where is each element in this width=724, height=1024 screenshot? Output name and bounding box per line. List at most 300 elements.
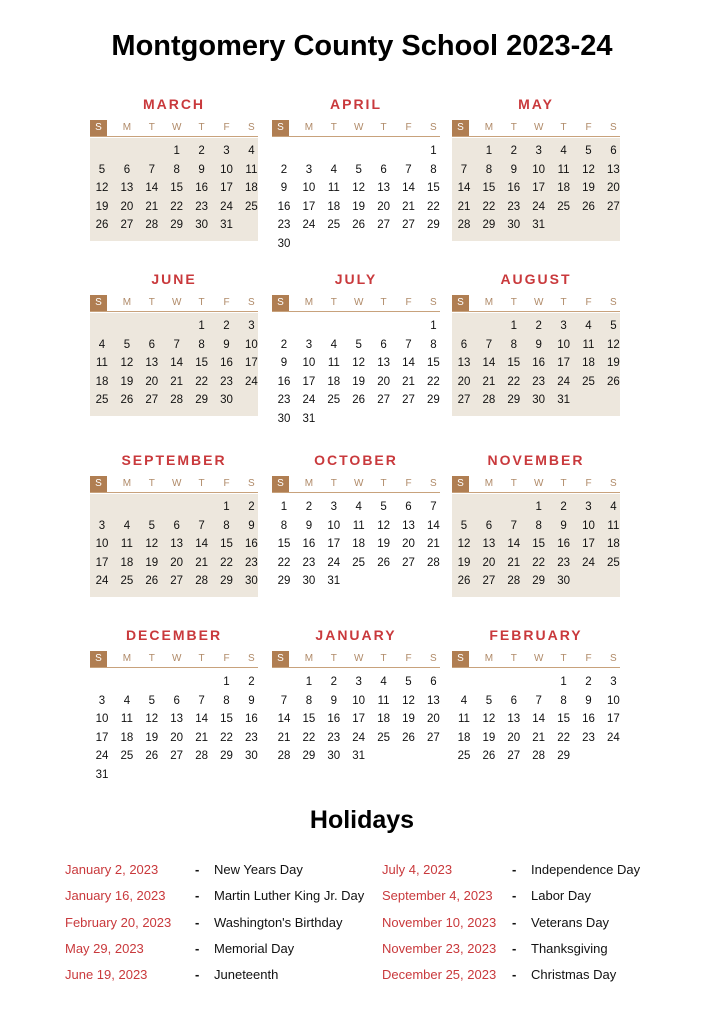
day-cell: 27 [402,556,415,569]
day-cell: 9 [198,163,205,176]
day-cell: 11 [96,357,108,370]
day-cell: 25 [457,750,471,763]
day-cell: 28 [195,750,208,763]
day-cell: 10 [220,163,233,176]
weekday-label: T [148,122,155,133]
weekday-label: S [610,478,617,489]
day-cell: 25 [327,394,341,407]
day-cell: 6 [173,519,180,532]
holiday-date: June 19, 2023 [65,967,148,983]
day-cell: 13 [426,694,440,707]
day-cell: 28 [145,219,159,232]
month-days [90,494,258,597]
weekday-header [452,120,620,137]
day-cell: 29 [220,575,233,588]
day-cell: 15 [302,713,316,726]
day-cell: 20 [120,200,134,213]
day-cell: 9 [510,163,517,176]
day-cell: 27 [606,200,620,213]
day-cell: 4 [610,501,617,513]
holiday-date: September 4, 2023 [382,888,493,904]
day-cell: 27 [402,219,415,232]
weekday-label: F [405,122,412,133]
weekday-label: M [122,122,132,133]
weekday-header [272,120,440,137]
day-cell: 2 [585,676,592,688]
day-cell: 7 [460,163,468,176]
holiday-row [65,886,365,906]
day-cell: 1 [223,676,230,688]
day-cell: 9 [585,694,592,707]
day-cell: 2 [510,145,517,157]
weekday-label: T [560,297,567,308]
weekday-header [272,651,440,668]
weekday-label: S [272,476,289,492]
holiday-name: Washington's Birthday [214,914,343,930]
day-cell: 15 [426,182,440,195]
day-cell: 23 [532,375,546,388]
day-cell: 24 [532,200,546,213]
day-cell: 30 [532,394,546,407]
day-cell: 26 [145,750,159,763]
day-cell: 30 [244,750,258,763]
day-cell: 17 [327,538,341,551]
holiday-separator: - [195,967,200,983]
day-cell: 20 [482,556,496,569]
weekday-label: S [430,297,437,308]
weekday-label: S [90,651,107,667]
day-cell: 12 [95,182,109,195]
day-cell: 29 [220,750,233,763]
day-cell: 10 [327,519,341,532]
day-cell: 6 [148,338,155,351]
weekday-label: W [353,297,364,308]
weekday-label: T [148,478,155,489]
weekday-label: F [585,122,592,133]
day-cell: 22 [170,200,184,213]
day-cell: 17 [95,556,109,569]
holidays-heading: Holidays [309,806,415,834]
day-cell: 2 [223,320,230,332]
day-cell: 23 [582,731,595,744]
day-cell: 27 [377,219,390,232]
weekday-label: W [353,478,364,489]
day-cell: 29 [277,575,291,588]
day-cell: 19 [145,731,159,744]
day-cell: 29 [507,394,521,407]
day-cell: 10 [302,357,316,370]
day-cell: 16 [582,713,595,726]
weekday-label: W [353,653,364,664]
day-cell: 12 [582,163,595,176]
holiday-date: February 20, 2023 [65,914,172,930]
day-cell: 15 [557,713,570,726]
day-cell: 13 [377,357,390,370]
day-cell: 27 [377,394,390,407]
day-cell: 7 [510,519,517,532]
day-cell: 25 [352,556,366,569]
day-cell: 4 [355,501,362,513]
day-cell: 22 [302,731,316,744]
weekday-label: T [330,122,337,133]
day-cell: 17 [302,200,316,213]
day-cell: 25 [120,575,134,588]
day-cell: 6 [485,519,493,532]
day-cell: 23 [302,556,316,569]
day-cell: 8 [280,519,288,532]
day-cell: 11 [245,163,258,176]
day-cell: 20 [377,375,390,388]
day-cell: 30 [327,750,341,763]
day-cell: 2 [560,501,567,513]
day-cell: 1 [280,501,288,513]
day-cell: 10 [352,694,366,707]
weekday-header [90,651,258,668]
weekday-label: W [533,122,544,133]
day-cell: 15 [426,357,440,370]
weekday-label: W [533,478,544,489]
day-cell: 12 [377,519,390,532]
day-cell: 14 [145,182,159,195]
weekday-label: F [585,478,592,489]
holiday-separator: - [195,888,200,904]
weekday-label: T [380,297,387,308]
day-cell: 2 [198,145,205,157]
day-cell: 6 [380,163,387,176]
day-cell: 17 [582,538,595,551]
day-cell: 10 [95,713,109,726]
day-cell: 16 [277,375,291,388]
day-cell: 28 [532,750,546,763]
weekday-label: T [198,122,205,133]
day-cell: 7 [430,501,437,513]
weekday-label: T [330,478,337,489]
weekday-header [90,295,258,312]
weekday-label: S [610,297,617,308]
day-cell: 20 [170,556,184,569]
month-days [90,669,258,787]
day-cell: 24 [327,556,341,569]
holiday-separator: - [512,967,517,983]
weekday-label: T [560,478,567,489]
month-days [272,669,440,768]
holiday-name: New Years Day [214,862,303,877]
day-cell: 14 [507,538,521,551]
day-cell: 10 [582,519,595,532]
weekday-label: M [484,653,494,664]
weekday-label: F [223,653,230,664]
day-cell: 19 [145,556,159,569]
day-cell: 8 [305,694,313,707]
day-cell: 22 [532,556,546,569]
day-cell: 4 [585,320,592,332]
day-cell: 26 [377,556,390,569]
day-cell: 26 [352,394,366,407]
holiday-separator: - [512,940,517,956]
day-cell: 6 [405,501,412,513]
day-cell: 14 [402,357,415,370]
day-cell: 27 [457,394,471,407]
day-cell: 15 [507,357,521,370]
day-cell: 3 [355,676,362,688]
day-cell: 30 [302,575,316,588]
day-cell: 17 [244,357,258,370]
holiday-row [382,939,682,959]
day-cell: 16 [327,713,341,726]
day-cell: 27 [170,575,184,588]
day-cell: 5 [610,320,617,332]
month-name: NOVEMBER [487,452,585,468]
day-cell: 3 [560,320,567,332]
weekday-label: F [585,653,592,664]
day-cell: 24 [582,556,595,569]
day-cell: 21 [277,731,291,744]
day-cell: 16 [532,357,546,370]
day-cell: 15 [532,538,546,551]
holiday-row [382,965,682,985]
day-cell: 15 [220,713,233,726]
day-cell: 7 [405,163,412,176]
day-cell: 21 [457,200,471,213]
month-name: JANUARY [315,627,397,643]
holiday-separator: - [195,940,200,956]
day-cell: 15 [277,538,291,551]
day-cell: 15 [220,538,233,551]
day-cell: 16 [244,713,258,726]
weekday-label: S [272,295,289,311]
day-cell: 16 [195,182,208,195]
day-cell: 13 [482,538,496,551]
weekday-label: W [533,653,544,664]
holiday-row [382,913,682,933]
weekday-label: S [248,653,255,664]
month-name: OCTOBER [314,452,398,468]
day-cell: 11 [458,713,470,726]
day-cell: 30 [244,575,258,588]
day-cell: 6 [460,338,468,351]
weekday-label: S [272,651,289,667]
day-cell: 4 [380,676,387,688]
day-cell: 13 [145,357,159,370]
day-cell: 31 [557,394,570,407]
day-cell: 21 [426,538,440,551]
day-cell: 1 [430,145,437,157]
day-cell: 20 [402,538,415,551]
month-name: JUNE [151,271,197,287]
day-cell: 24 [95,575,109,588]
day-cell: 5 [148,694,155,707]
holiday-separator: - [195,862,200,877]
day-cell: 12 [145,538,159,551]
day-cell: 26 [402,731,415,744]
day-cell: 9 [248,519,255,532]
day-cell: 30 [195,219,208,232]
day-cell: 11 [377,694,390,707]
day-cell: 16 [302,538,316,551]
day-cell: 3 [305,338,313,351]
day-cell: 26 [457,575,471,588]
weekday-label: F [223,297,230,308]
day-cell: 24 [606,731,620,744]
weekday-label: T [198,297,205,308]
day-cell: 26 [120,394,134,407]
day-cell: 9 [280,182,288,195]
month-name: AUGUST [500,271,572,287]
day-cell: 29 [532,575,546,588]
day-cell: 25 [120,750,134,763]
weekday-label: T [510,653,517,664]
day-cell: 29 [482,219,496,232]
day-cell: 25 [377,731,390,744]
day-cell: 24 [244,375,258,388]
holiday-row [382,860,682,880]
weekday-label: W [171,653,182,664]
day-cell: 10 [95,538,109,551]
day-cell: 14 [195,713,208,726]
day-cell: 4 [123,519,131,532]
day-cell: 18 [377,713,390,726]
day-cell: 7 [173,338,180,351]
day-cell: 7 [280,694,288,707]
month-name: SEPTEMBER [121,452,227,468]
day-cell: 13 [402,519,415,532]
day-cell: 25 [327,219,341,232]
day-cell: 11 [582,338,595,351]
day-cell: 22 [507,375,521,388]
day-cell: 20 [377,200,390,213]
day-cell: 5 [405,676,412,688]
day-cell: 3 [585,501,592,513]
day-cell: 8 [173,163,180,176]
weekday-label: S [452,651,469,667]
day-cell: 13 [170,538,184,551]
weekday-label: T [380,653,387,664]
day-cell: 10 [532,163,546,176]
day-cell: 1 [305,676,313,688]
day-cell: 3 [535,145,542,157]
day-cell: 28 [195,575,208,588]
day-cell: 29 [426,219,440,232]
day-cell: 3 [330,501,337,513]
weekday-label: T [148,653,155,664]
weekday-header [452,476,620,493]
day-cell: 17 [95,731,109,744]
day-cell: 17 [352,713,366,726]
day-cell: 1 [485,145,493,157]
day-cell: 22 [220,556,233,569]
weekday-label: M [484,122,494,133]
day-cell: 14 [402,182,415,195]
day-cell: 1 [510,320,517,332]
day-cell: 25 [95,394,109,407]
weekday-label: S [452,476,469,492]
day-cell: 30 [507,219,521,232]
day-cell: 24 [95,750,109,763]
day-cell: 24 [302,394,316,407]
day-cell: 17 [557,357,570,370]
day-cell: 14 [170,357,184,370]
day-cell: 21 [532,731,546,744]
weekday-header [452,295,620,312]
day-cell: 27 [120,219,134,232]
weekday-label: S [248,122,255,133]
day-cell: 1 [560,676,567,688]
day-cell: 29 [195,394,208,407]
day-cell: 16 [220,357,233,370]
day-cell: 19 [606,357,620,370]
day-cell: 19 [582,182,595,195]
day-cell: 17 [606,713,620,726]
day-cell: 13 [120,182,134,195]
holiday-name: Veterans Day [531,914,610,930]
day-cell: 7 [485,338,493,351]
day-cell: 26 [482,750,496,763]
weekday-header [90,120,258,137]
holiday-separator: - [512,914,517,930]
holiday-name: Labor Day [531,888,591,904]
day-cell: 18 [95,375,109,388]
day-cell: 14 [426,519,440,532]
day-cell: 12 [120,357,134,370]
weekday-label: F [223,478,230,489]
day-cell: 15 [195,357,208,370]
weekday-label: F [405,297,412,308]
day-cell: 9 [305,519,313,532]
day-cell: 19 [402,713,415,726]
holiday-row [382,886,682,906]
weekday-label: M [304,478,314,489]
day-cell: 11 [557,163,570,176]
day-cell: 11 [327,357,340,370]
weekday-label: F [585,297,592,308]
day-cell: 7 [198,694,205,707]
weekday-label: S [90,120,107,136]
day-cell: 20 [170,731,184,744]
day-cell: 9 [280,357,288,370]
weekday-label: M [122,478,132,489]
day-cell: 12 [482,713,496,726]
day-cell: 4 [560,145,567,157]
day-cell: 7 [148,163,155,176]
day-cell: 14 [482,357,496,370]
day-cell: 31 [95,769,109,781]
day-cell: 22 [426,375,440,388]
day-cell: 22 [277,556,291,569]
day-cell: 1 [173,145,180,157]
day-cell: 6 [123,163,131,176]
day-cell: 31 [302,413,316,425]
weekday-label: W [171,122,182,133]
day-cell: 12 [457,538,471,551]
day-cell: 11 [352,519,365,532]
day-cell: 27 [145,394,159,407]
day-cell: 8 [510,338,517,351]
holiday-name: Independence Day [531,862,641,877]
day-cell: 11 [607,519,620,532]
weekday-label: S [248,297,255,308]
day-cell: 14 [457,182,471,195]
day-cell: 2 [535,320,542,332]
day-cell: 11 [327,182,340,195]
day-cell: 4 [123,694,131,707]
day-cell: 8 [430,338,437,351]
day-cell: 22 [482,200,496,213]
day-cell: 10 [244,338,258,351]
day-cell: 18 [606,538,620,551]
day-cell: 4 [248,145,255,157]
day-cell: 5 [148,519,155,532]
day-cell: 8 [223,694,230,707]
